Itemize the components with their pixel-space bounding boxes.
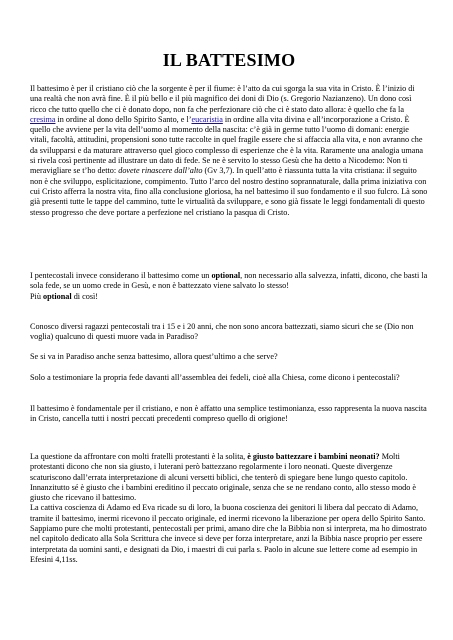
bold-text: optional bbox=[42, 291, 72, 301]
text-span: , non necessario alla salvezza, infatti, dicono, che basti la sola fede, se un uomo crede in Gesù, e non è battezzato viene salvato lo stesso! bbox=[30, 271, 428, 291]
link-cresima[interactable]: cresima bbox=[30, 114, 56, 124]
text-span: (Gv 3,7). In quell’atto è riassunta tutta la vita cristiana: il seguito non è che sviluppo, esplicitazione, compimento. Tutto l’arco del nostro destino soprannaturale, dalla prima iniziativa con cui Cristo afferra la nostra vita, fino alla conclusione gloriosa, ha nel battesimo il suo fondamento e il suo fulcro. Là sono già presenti tutte le tappe del cammino, tutte le virtualità da sviluppare, e sono già fissate le leggi fondamentali di questo stesso progresso che deve portare a perfezione nel cristiano la pasqua di Cristo. bbox=[30, 166, 428, 217]
paragraph-intro bbox=[30, 84, 428, 218]
paragraph-testimonianza: Solo a testimoniare la propria fede davanti all’assemblea dei fedeli, cioè alla Chiesa, come dicono i pentecostali? bbox=[30, 373, 400, 382]
link-eucaristia[interactable]: eucaristia bbox=[191, 114, 223, 124]
paragraph-fondamentale: Il battesimo è fondamentale per il cristiano, e non è affatto una semplice testimonianza, esso rappresenta la nuova nascita in Cristo, cancella tutti i nostri peccati precedenti compreso quello di origione! bbox=[30, 404, 427, 424]
text-span: La cattiva coscienza di Adamo ed Eva ricade su di loro, la buona coscienza dei genitori li libera dal peccato di Adamo, tramite il battesimo, inermi ricevono il peccato originale, ed inermi ricevono la liberazione per opera dello Spirito Santo. bbox=[30, 503, 426, 523]
text-span: Il battesimo è per il cristiano ciò che la sorgente è per il fiume: è l’atto da cui sgorga la sua vita in Cristo. È l’inizio di una realtà che non avrà fine. È il più bello e il più magnifico dei doni di Dio (s. Gregorio Nazianzeno). Un dono così ricco che tutto quello che ci è donato dopo, non fa che perfezionare ciò che ci è stato dato allora: è quello che fa la bbox=[30, 84, 415, 114]
text-span: in ordine alla vita divina e all’incorporazione a Cristo. È quello che avviene per la vita dell’uomo al momento della nascita: c’è già in germe tutto l’uomo di domani: energie vitali, facoltà, attitudini, propensioni sono tutte raccolte in quel fragile essere che si affaccia alla vita, e non avranno che da svilupparsi e da maturare attraverso quel gioco complesso di esperienze che è la vita. Raramente una analogia umana si rivela così pertinente ad illustrare un dato di fede. Se ne è servito lo stesso Gesù che ha detto a Nicodemo: Non ti meravigliare se t’ho detto: bbox=[30, 114, 424, 176]
text-span: in ordine al dono dello Spirito Santo, e l’ bbox=[55, 114, 192, 124]
text-span: Sappiamo pure che molti protestanti, pentecostali per primi, amano dire che la Bibbia non si interpreta, ma ho dimostrato nel capitolo dedicato alla Sola Scrittura che invece si deve per forza interpretare, anzi la Bibbia nasce proprio per essere interpretata da uomini santi, e designati da Dio, i maestri di cui parla s. Paolo in alcune sue lettere come ad esempio in Efesini 4,11ss. bbox=[30, 524, 427, 564]
paragraph-pentecostali bbox=[30, 271, 428, 302]
text-span: La questione da affrontare con molti fratelli protestanti è la solita, bbox=[30, 452, 248, 461]
quote-text: dovete rinascere dall’alto bbox=[118, 166, 203, 176]
text-span: Più bbox=[30, 291, 43, 301]
paragraph-neonati bbox=[30, 452, 428, 565]
paragraph-paradiso: Se si va in Paradiso anche senza battesimo, allora quest’ultimo a che serve? bbox=[30, 352, 278, 361]
text-span: I pentecostali invece considerano il battesimo come un bbox=[30, 271, 212, 280]
text-span: di così! bbox=[71, 291, 99, 301]
paragraph-ragazzi: Conosco diversi ragazzi pentecostali tra i 15 e i 20 anni, che non sono ancora battezzati, siamo sicuri che se (Dio non voglia) qualcuno di questi muore vada in Paradiso? bbox=[30, 322, 414, 342]
text-span: Molti protestanti dicono che non sia giusto, i luterani però battezzano regolarmente i loro neonati. Queste divergenze scaturiscono dall’errata interpretazione di alcuni versetti biblici, che tenterò di spiegare bene lungo questo capitolo. Innanzitutto sé è giusto che i bambini ereditino il peccato originale, senza che se ne rendano conto, allo stesso modo è giusto che ricevano il battesimo. bbox=[30, 452, 417, 503]
bold-text: è giusto battezzare i bambini neonati? bbox=[247, 452, 380, 461]
page-title: IL BATTESIMO bbox=[162, 50, 296, 70]
bold-text: optional bbox=[211, 271, 241, 280]
